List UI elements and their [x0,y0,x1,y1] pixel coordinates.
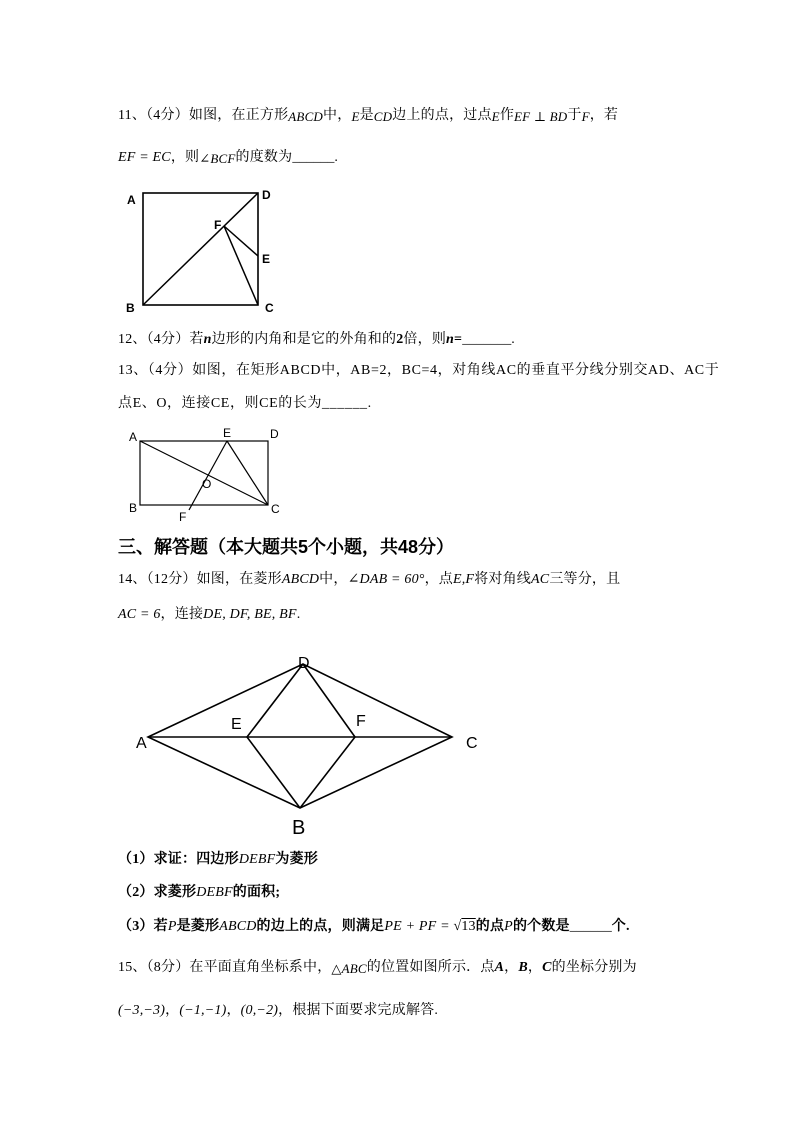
q11-line2 [118,148,338,167]
q14-math-rhombus: ABCD [281,572,320,587]
q11-math-point-e: E [491,109,500,124]
q14-part-text: 的个数是 [512,919,570,934]
q11-text: ，若 [589,108,619,123]
q12-text: 12、（4分）若 [118,332,204,347]
q12-line [118,331,515,349]
q11-math-square: ABCD [288,109,324,124]
q14-math-rhombus: DEBF [196,885,233,900]
q14-math-length: AC = 6 [118,607,161,622]
label-d: D [298,655,310,672]
q14-part-text: （1）求证：四边形 [118,852,239,867]
segment-fe [224,226,258,256]
q11-figure-square [120,183,285,318]
q11-text: 中， [323,108,352,123]
q14-part2 [118,884,280,902]
q12-math-n: n [203,332,212,347]
segment-de [247,664,303,737]
label-d: D [270,427,279,441]
label-d: D [262,188,271,202]
q14-text: 14、（12分）如图，在菱形 [118,572,282,587]
q14-line2 [118,606,300,624]
q12-equals: = [454,332,463,347]
q14-text: 中， [319,572,348,587]
q14-math-rhombus: ABCD [219,919,257,934]
q15-text: ， [527,960,543,975]
q11-text: 是 [359,108,374,123]
q11-math-angle: ∠BCF [199,151,236,166]
q11-text: 的度数为 [235,150,293,165]
q12-text: . [511,332,515,347]
q14-answer-blank: ______ [569,919,612,934]
q15-line2 [118,1002,438,1020]
q14-part-text: 个. [611,919,630,934]
q14-math-segments: DE, DF, BE, BF [203,607,297,622]
segment-df [303,664,355,737]
q14-part-text: 是菱形 [176,919,220,934]
q11-text: 11、（4分）如图，在正方形 [118,108,289,123]
q15-math-c: C [542,960,552,975]
label-a: A [129,430,138,444]
q15-text: 15、（8分）在平面直角坐标系中， [118,960,332,975]
q14-math-angle: ∠DAB = 60° [347,572,425,587]
label-b: B [129,501,138,515]
q12-math-n: n [446,332,455,347]
q15-text: ， [165,1003,180,1018]
q13-line1: 13、（4分）如图，在矩形ABCD中，AB=2，BC=4，对角线AC的垂直平分线分别交AD、AC于 [118,363,720,378]
q15-math-a: A [494,960,505,975]
label-f: F [214,218,222,232]
q14-math-sum: PE + PF = [384,919,454,934]
q14-part1 [118,851,318,869]
q14-part3 [118,918,630,936]
q15-text: 的位置如图所示．点 [366,960,495,975]
q15-coord-c: (0,−2) [240,1003,279,1018]
q12-text: 倍，则 [403,332,447,347]
rhombus-abcd [148,664,452,808]
q11-text: 边上的点，过点 [392,108,492,123]
q11-math-perp: EF ⊥ BD [514,109,568,124]
q15-math-triangle: △ABC [331,961,367,976]
q15-text: ， [504,960,519,975]
q14-part-text: （3）若 [118,919,168,934]
label-f: F [179,510,187,524]
segment-bf [300,737,355,808]
segment-be [247,737,300,808]
label-a: A [127,193,136,207]
q11-line1 [118,106,618,125]
label-b: B [292,817,306,839]
label-a: A [136,735,147,752]
q14-part-text: （2）求菱形 [118,885,197,900]
q15-coord-a: (−3,−3) [118,1003,166,1018]
q12-text: 边形的内角和是它的外角和的 [211,332,397,347]
q14-part-text: 的面积; [232,885,281,900]
q11-answer-blank: ______ [292,150,335,165]
q14-text: 三等分，且 [549,572,621,587]
q11-text: 于 [567,108,582,123]
sqrt-symbol: √ [453,919,462,934]
q14-part-text: 的点 [475,919,505,934]
diagonal-ac [140,441,268,505]
label-c: C [265,301,274,315]
label-e: E [223,426,232,440]
q15-text: ， [226,1003,241,1018]
q14-text: ，连接 [160,607,204,622]
q14-text: . [296,607,301,622]
q14-line1 [118,571,620,589]
q15-coord-b: (−1,−1) [179,1003,227,1018]
q14-part-text: 的边上的点，则满足 [256,919,385,934]
q14-math-diagonal: AC [531,572,550,587]
q14-text: ，点 [424,572,453,587]
q15-math-b: B [518,960,528,975]
bisector-ef [189,441,227,510]
q11-text: 作 [499,108,515,123]
q14-math-point-p: P [167,919,177,934]
q11-text: . [334,150,339,165]
sqrt-radicand: 13 [461,919,476,934]
label-e: E [262,252,271,266]
q15-text: 的坐标分别为 [551,960,637,975]
label-c: C [466,735,478,752]
q13-figure-rectangle [125,425,285,525]
label-b: B [126,301,135,315]
q11-math-point-e: E [351,109,360,124]
q12-answer-blank: _______ [462,332,512,347]
q11-math-side: CD [373,109,393,124]
label-o: O [202,477,212,491]
q14-figure-rhombus [130,645,490,840]
label-e: E [231,716,242,733]
q11-math-point-f: F [581,109,590,124]
q11-text: ，则 [170,150,200,165]
q14-math-point-p: P [504,919,513,934]
q13-line2: 点E、O，连接CE，则CE的长为______. [118,396,372,411]
label-c: C [271,502,280,516]
q14-math-rhombus: DEBF [238,852,276,867]
label-f: F [356,713,366,730]
q15-text: ，根据下面要求完成解答. [278,1003,439,1018]
section-heading: 三、解答题（本大题共5个小题，共48分） [118,537,455,557]
q14-text: 将对角线 [474,572,532,587]
q14-part-text: 为菱形 [275,852,318,867]
q11-math-equal: EF = EC [118,150,171,165]
q15-line1 [118,958,637,977]
q12-number: 2 [396,332,404,347]
diagonal-bd [143,193,258,305]
q14-math-points: E,F [452,572,475,587]
segment-fc [224,226,258,305]
